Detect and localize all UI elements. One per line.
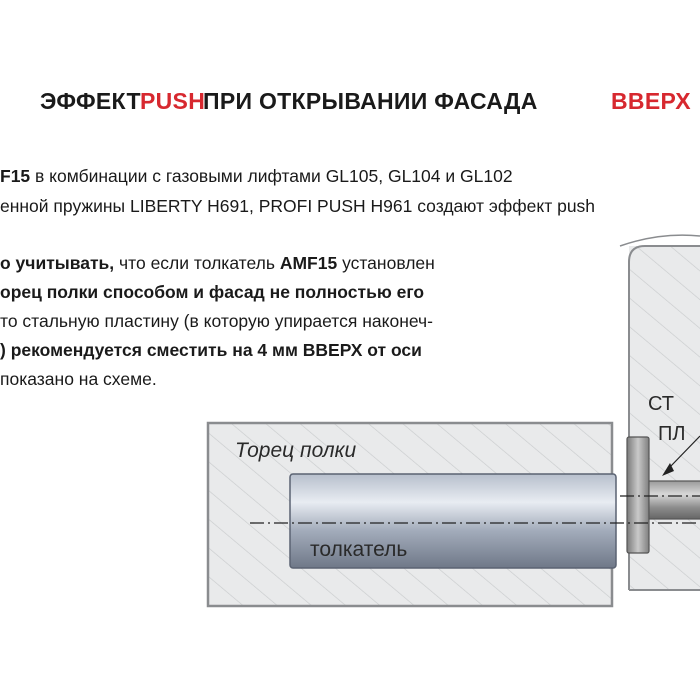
title-accent-up: ВВЕРХ bbox=[611, 88, 691, 114]
note-text-2: установлен bbox=[337, 253, 435, 273]
note-line-5: показано на схеме. bbox=[0, 369, 157, 389]
title-part-effect: ЭФФЕКТ bbox=[40, 88, 141, 114]
title-part-opening: ПРИ ОТКРЫВАНИИ ФАСАДА bbox=[203, 88, 538, 114]
product-code: F15 bbox=[0, 166, 31, 186]
note-text-1: что если толкатель bbox=[114, 253, 280, 273]
intro-text-1: в комбинации с газовыми лифтами GL105, GL104 и GL102 bbox=[30, 166, 513, 186]
note-product-code: AMF15 bbox=[279, 253, 338, 273]
note-emphasis-2: орец полки способом и фасад не полностью его bbox=[0, 282, 425, 302]
note-emphasis-3: ) рекомендуется сместить на 4 мм ВВЕРХ от оси bbox=[0, 340, 422, 360]
shelf-label: Торец полки bbox=[235, 439, 357, 462]
pusher-label: толкатель bbox=[310, 538, 408, 561]
note-emphasis-1: о учитывать, bbox=[0, 253, 115, 273]
steel-plate bbox=[627, 437, 649, 553]
intro-line-2: енной пружины LIBERTY H691, PROFI PUSH H961 создают эффект push bbox=[0, 196, 596, 216]
plate-label-line-2: ПЛ bbox=[658, 423, 686, 445]
pusher-tip bbox=[649, 481, 700, 519]
title-accent-push: PUSH bbox=[140, 88, 206, 114]
plate-label-line-1: СТ bbox=[648, 393, 674, 415]
note-line-3: то стальную пластину (в которую упирается наконеч- bbox=[0, 311, 433, 331]
